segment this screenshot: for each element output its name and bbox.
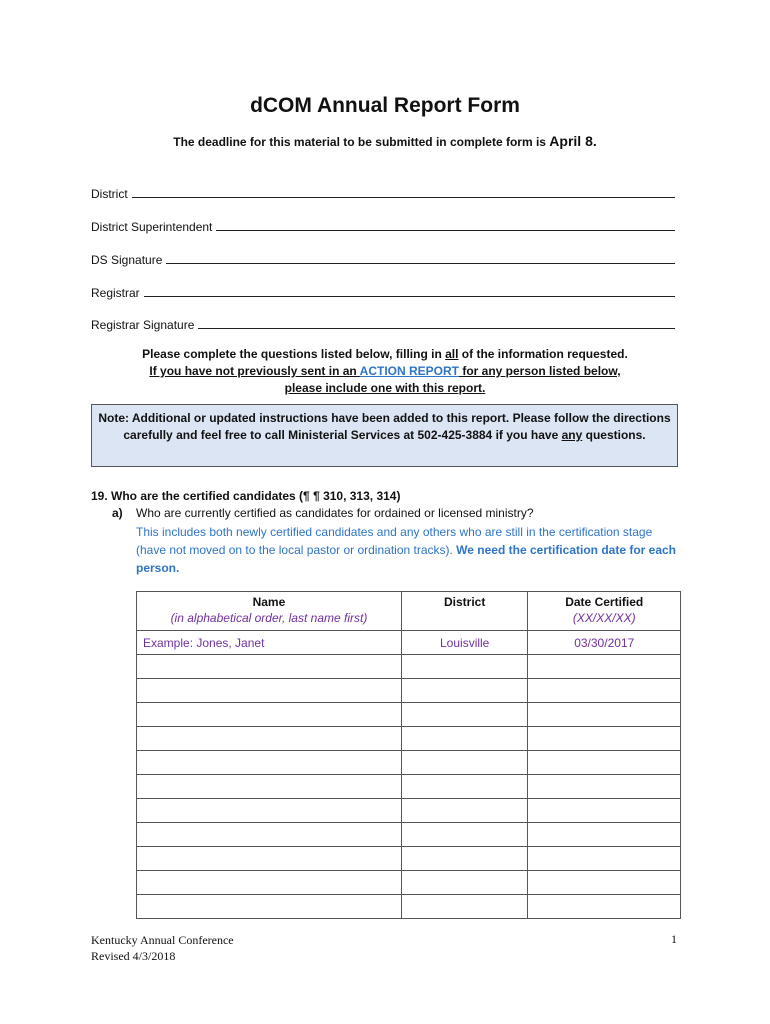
table-row xyxy=(137,703,681,727)
cell-district[interactable] xyxy=(401,799,528,823)
cell-date[interactable] xyxy=(528,703,681,727)
cell-date[interactable] xyxy=(528,847,681,871)
cell-name[interactable] xyxy=(137,847,402,871)
cell-date[interactable] xyxy=(528,871,681,895)
table-header-row xyxy=(137,592,681,631)
example-date: 03/30/2017 xyxy=(528,631,681,655)
registrar-label: Registrar xyxy=(91,286,140,300)
registrar-field[interactable] xyxy=(91,282,675,300)
candidates-table xyxy=(136,591,681,919)
instructions xyxy=(90,346,680,397)
cell-date[interactable] xyxy=(528,799,681,823)
detail-text: This includes both newly certified candidates and any others who are still in the certification stage (have not moved on to the local pastor or ordination tracks). xyxy=(136,525,653,557)
action-report-link[interactable]: ACTION REPORT xyxy=(359,364,459,378)
cell-name[interactable] xyxy=(137,799,402,823)
example-name: Example: Jones, Janet xyxy=(137,631,402,655)
ds-signature-field[interactable] xyxy=(91,249,675,267)
district-superintendent-line[interactable] xyxy=(216,216,675,231)
cell-district[interactable] xyxy=(401,655,528,679)
registrar-line[interactable] xyxy=(144,282,675,297)
cell-district[interactable] xyxy=(401,823,528,847)
district-line[interactable] xyxy=(132,183,675,198)
table-row xyxy=(137,799,681,823)
question-19a-letter: a) xyxy=(112,506,123,520)
footer-revised: Revised 4/3/2018 xyxy=(91,949,176,963)
instr-text-2b: for any person listed below, xyxy=(459,364,621,378)
header-date-sub: (XX/XX/XX) xyxy=(572,611,636,625)
district-label: District xyxy=(91,187,128,201)
header-name-text: Name xyxy=(252,595,286,609)
cell-date[interactable] xyxy=(528,679,681,703)
header-district: District xyxy=(401,592,528,631)
deadline-notice xyxy=(0,133,770,149)
cell-district[interactable] xyxy=(401,751,528,775)
instructions-line-3: please include one with this report. xyxy=(284,381,486,395)
registrar-signature-field[interactable] xyxy=(91,314,675,332)
cell-district[interactable] xyxy=(401,895,528,919)
table-row xyxy=(137,775,681,799)
footer-org: Kentucky Annual Conference xyxy=(91,933,234,947)
registrar-signature-line[interactable] xyxy=(198,314,675,329)
note-box xyxy=(91,404,678,467)
cell-name[interactable] xyxy=(137,895,402,919)
cell-date[interactable] xyxy=(528,895,681,919)
table-row xyxy=(137,727,681,751)
footer xyxy=(91,932,234,964)
note-text: Note: Additional or updated instructions have been added to this report. Please follow the directions carefully and feel free to call Ministerial Services at 502-425-3884 if you have xyxy=(98,411,671,442)
table-row xyxy=(137,847,681,871)
header-name-sub: (in alphabetical order, last name first) xyxy=(170,611,368,625)
cell-district[interactable] xyxy=(401,847,528,871)
instr-text-2a: If you have not previously sent in an xyxy=(149,364,360,378)
cell-name[interactable] xyxy=(137,871,402,895)
table-row xyxy=(137,823,681,847)
cell-name[interactable] xyxy=(137,655,402,679)
instr-text-1b: of the information requested. xyxy=(458,347,628,361)
cell-date[interactable] xyxy=(528,655,681,679)
deadline-text: The deadline for this material to be submitted in complete form is xyxy=(173,135,550,149)
cell-name[interactable] xyxy=(137,775,402,799)
registrar-signature-label: Registrar Signature xyxy=(91,318,195,332)
instr-all: all xyxy=(445,347,459,361)
cell-district[interactable] xyxy=(401,871,528,895)
note-any: any xyxy=(561,428,583,442)
question-19a xyxy=(112,506,534,520)
header-name xyxy=(137,592,402,631)
instructions-line-1 xyxy=(90,346,680,363)
header-date-certified xyxy=(528,592,681,631)
table-row xyxy=(137,871,681,895)
table-row xyxy=(137,895,681,919)
table-row xyxy=(137,751,681,775)
table-row-example xyxy=(137,631,681,655)
page-title: dCOM Annual Report Form xyxy=(250,94,520,117)
question-19-title: 19. Who are the certified candidates (¶ ¶ 310, 313, 314) xyxy=(91,489,401,503)
note-end: questions. xyxy=(582,428,646,442)
detail-bold: We need the certification date for each person. xyxy=(136,543,677,575)
cell-district[interactable] xyxy=(401,679,528,703)
instr-text-1a: Please complete the questions listed below, filling in xyxy=(142,347,446,361)
question-19a-detail xyxy=(136,523,676,577)
ds-signature-line[interactable] xyxy=(166,249,675,264)
cell-name[interactable] xyxy=(137,679,402,703)
table-row xyxy=(137,679,681,703)
cell-name[interactable] xyxy=(137,823,402,847)
deadline-date: April 8. xyxy=(549,133,597,149)
cell-name[interactable] xyxy=(137,751,402,775)
cell-date[interactable] xyxy=(528,727,681,751)
example-district: Louisville xyxy=(401,631,528,655)
instructions-line-2 xyxy=(90,363,680,380)
district-superintendent-field[interactable] xyxy=(91,216,675,234)
cell-date[interactable] xyxy=(528,775,681,799)
district-superintendent-label: District Superintendent xyxy=(91,220,213,234)
table-row xyxy=(137,655,681,679)
district-field[interactable] xyxy=(91,183,675,201)
page-number: 1 xyxy=(671,932,677,946)
cell-district[interactable] xyxy=(401,703,528,727)
cell-district[interactable] xyxy=(401,727,528,751)
header-date-text: Date Certified xyxy=(565,595,644,609)
cell-name[interactable] xyxy=(137,727,402,751)
cell-date[interactable] xyxy=(528,751,681,775)
cell-name[interactable] xyxy=(137,703,402,727)
ds-signature-label: DS Signature xyxy=(91,253,163,267)
cell-district[interactable] xyxy=(401,775,528,799)
question-19a-text: Who are currently certified as candidates for ordained or licensed ministry? xyxy=(136,506,534,520)
cell-date[interactable] xyxy=(528,823,681,847)
